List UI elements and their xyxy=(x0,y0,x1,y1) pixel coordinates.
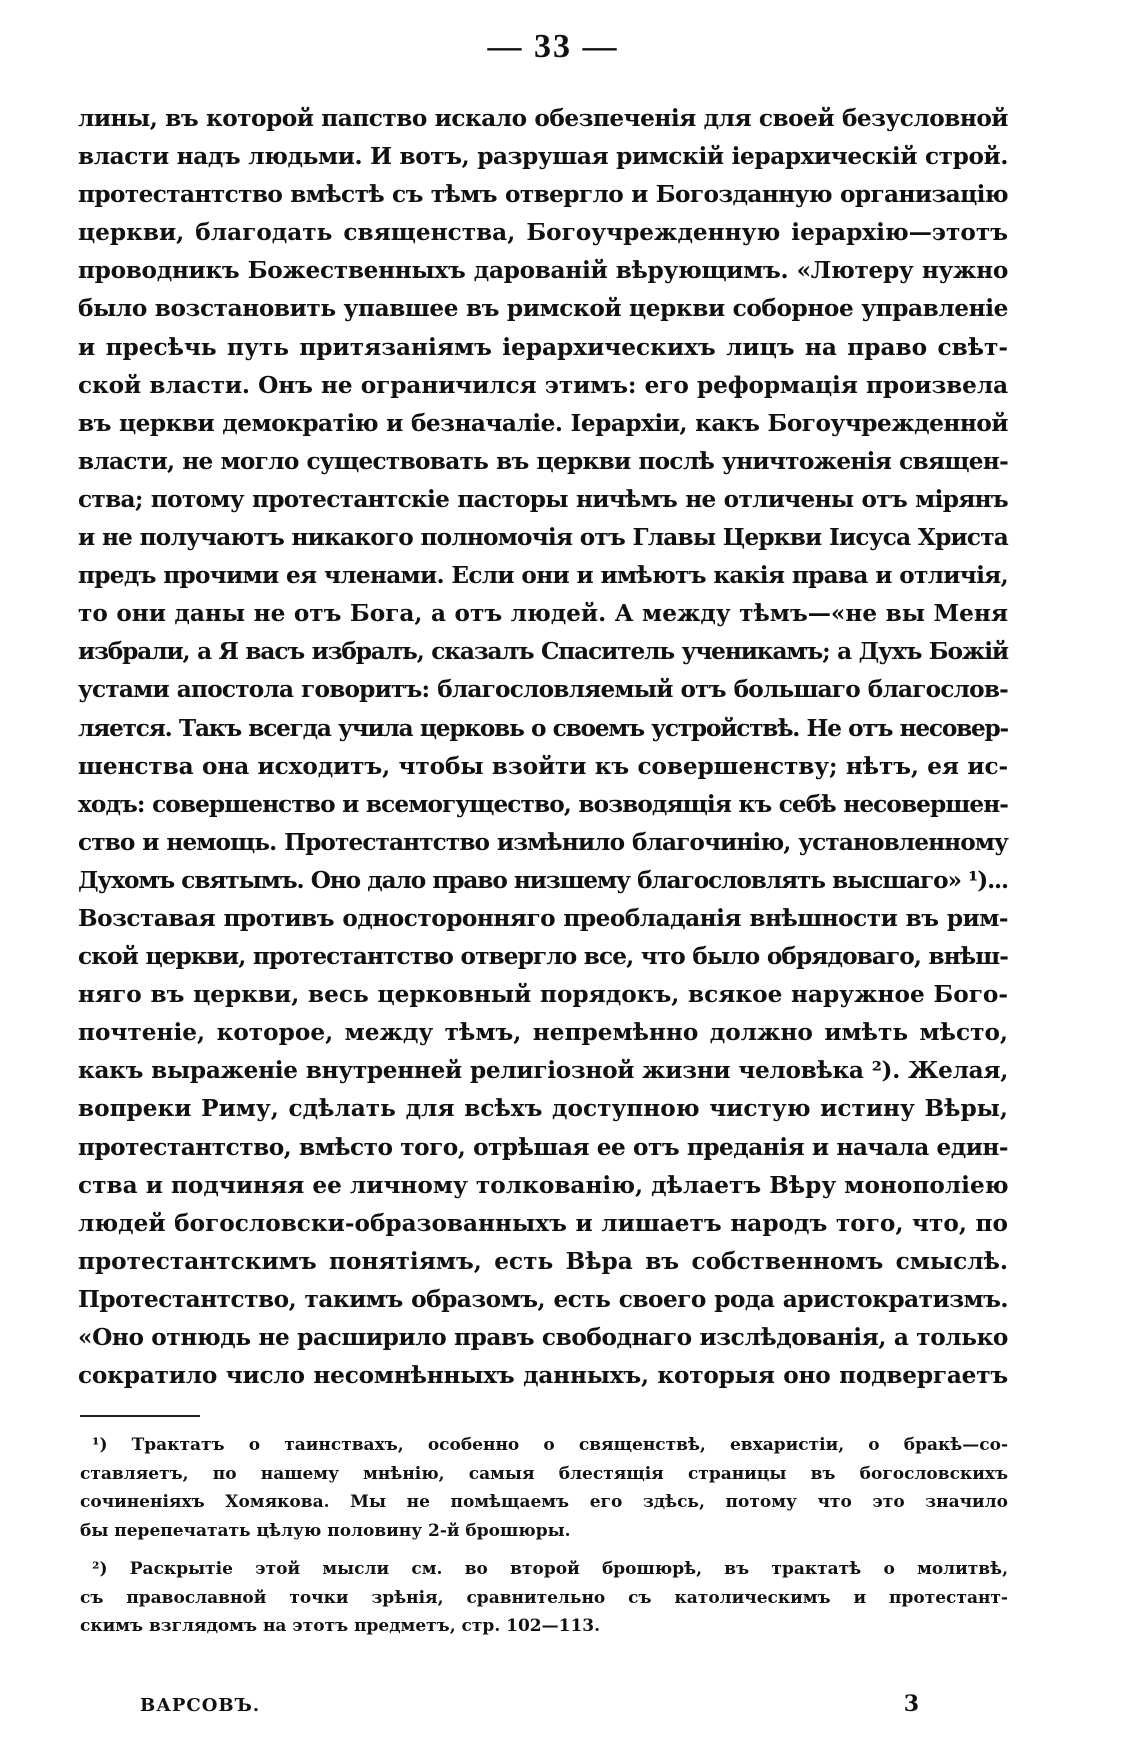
text-line: Протестантство, такимъ образомъ, есть своего рода аристократизмъ. xyxy=(78,1285,1008,1313)
text-line: ходъ: совершенство и всемогущество, возводящія къ себѣ несовершен- xyxy=(78,790,1008,818)
text-line: няго въ церкви, весь церковный порядокъ, всякое наружное Бого- xyxy=(78,981,1008,1009)
text-line: ство и немощь. Протестантство измѣнило благочинію, установленному xyxy=(78,828,1008,856)
footnote-line: ²) Раскрытіе этой мысли см. во второй брошюрѣ, въ трактатѣ о молитвѣ, xyxy=(92,1559,1008,1580)
footnote-2 xyxy=(80,1555,1008,1641)
text-line: то они даны не отъ Бога, а отъ людей. А между тѣмъ—«не вы Меня xyxy=(78,600,1008,628)
text-line: избрали, а Я васъ избралъ, сказалъ Спаситель ученикамъ; а Духъ Божій xyxy=(78,638,1008,666)
text-line: Духомъ святымъ. Оно дало право низшему благословлять высшаго» ¹)... xyxy=(78,866,1008,894)
text-line: «Оно отнюдь не расширило правъ свободнаго изслѣдованія, а только xyxy=(78,1324,1008,1351)
text-line: устами апостола говоритъ: благословляемый отъ большаго благослов- xyxy=(78,676,1008,704)
page-number: — 33 — xyxy=(487,28,619,65)
footnote-1 xyxy=(80,1431,1008,1545)
text-line: въ церкви демократію и безначаліе. Іерархіи, какъ Богоучрежденной xyxy=(78,409,1008,437)
text-line: протестантство вмѣстѣ съ тѣмъ отвергло и Богозданную организацію xyxy=(78,181,1008,209)
text-line: какъ выраженіе внутренней религіозной жизни человѣка ²). Желая, xyxy=(78,1057,1008,1085)
footnote-line: ставляетъ, по нашему мнѣнію, самыя блестящія страницы въ богословскихъ xyxy=(80,1463,1008,1484)
text-line: ляется. Такъ всегда учила церковь о своемъ устройствѣ. Не отъ несовер- xyxy=(78,714,1008,742)
footnote-line: бы перепечатать цѣлую половину 2-й брошюры. xyxy=(80,1520,571,1541)
footnote-line: съ православной точки зрѣнія, сравнительно съ католическимъ и протестант- xyxy=(80,1587,1008,1608)
page-content xyxy=(78,22,1008,1641)
text-line: власти, не могло существовать въ церкви послѣ уничтоженія священ- xyxy=(78,447,1008,475)
text-line: предъ прочими ея членами. Если они и имѣютъ какія права и отличія, xyxy=(78,562,1008,590)
text-line: церкви, благодать священства, Богоучрежденную іерархію—этотъ xyxy=(78,219,1008,247)
text-line: ства; потому протестантскіе пасторы ничѣмъ не отличены отъ мірянъ xyxy=(78,485,1008,513)
main-text xyxy=(78,100,1008,1395)
text-line: ства и подчиняя ее личному толкованію, дѣлаетъ Вѣру монополіею xyxy=(78,1171,1009,1199)
text-line: ской власти. Онъ не ограничился этимъ: его реформація произвела xyxy=(78,371,1008,399)
text-line: протестантскимъ понятіямъ, есть Вѣра въ собственномъ смыслѣ. xyxy=(78,1247,1008,1275)
text-line: сократило число несомнѣнныхъ данныхъ, которыя оно подвергаетъ xyxy=(78,1362,1008,1390)
text-line: власти надъ людьми. И вотъ, разрушая римскій іерархическій строй. xyxy=(78,143,1008,171)
footnote-divider xyxy=(80,1415,200,1417)
text-line: и пресѣчь путь притязаніямъ іерархическихъ лицъ на право свѣт- xyxy=(78,333,1008,361)
text-line: почтеніе, которое, между тѣмъ, непремѣнно должно имѣть мѣсто, xyxy=(78,1019,1008,1047)
text-line: и не получаютъ никакого полномочія отъ Главы Церкви Іисуса Христа xyxy=(78,524,1008,552)
text-line: людей богословски-образованныхъ и лишаетъ народъ того, что, по xyxy=(78,1209,1008,1237)
text-line: ской церкви, протестантство отвергло все, что было обрядоваго, внѣш- xyxy=(78,943,1008,971)
signature-mark-name: ВАРСОВЪ. xyxy=(140,1695,261,1716)
text-line: вопреки Риму, сдѣлать для всѣхъ доступною чистую истину Вѣры, xyxy=(78,1095,1008,1123)
footnotes xyxy=(78,1431,1008,1641)
footnote-line: скимъ взглядомъ на этотъ предметъ, стр. 102—113. xyxy=(80,1616,601,1637)
text-line: Возставая противъ односторонняго преобладанія внѣшности въ рим- xyxy=(78,904,1008,932)
footnote-line: сочиненіяхъ Хомякова. Мы не помѣщаемъ его здѣсь, потому что это значило xyxy=(80,1492,1008,1513)
text-line: шенства она исходитъ, чтобы взойти къ совершенству; нѣтъ, ея ис- xyxy=(78,752,1008,780)
text-line: лины, въ которой папство искало обезпеченія для своей безусловной xyxy=(78,105,1008,132)
text-line: было возстановить упавшее въ римской церкви соборное управленіе xyxy=(78,295,1008,323)
signature-mark-number: 3 xyxy=(903,1691,920,1717)
text-line: протестантство, вмѣсто того, отрѣшая ее отъ преданія и начала един- xyxy=(78,1133,1008,1161)
footnote-line: ¹) Трактатъ о таинствахъ, особенно о священствѣ, евхаристіи, о бракѣ—со- xyxy=(92,1435,1008,1456)
text-line: проводникъ Божественныхъ дарованій вѣрующимъ. «Лютеру нужно xyxy=(78,257,1008,285)
